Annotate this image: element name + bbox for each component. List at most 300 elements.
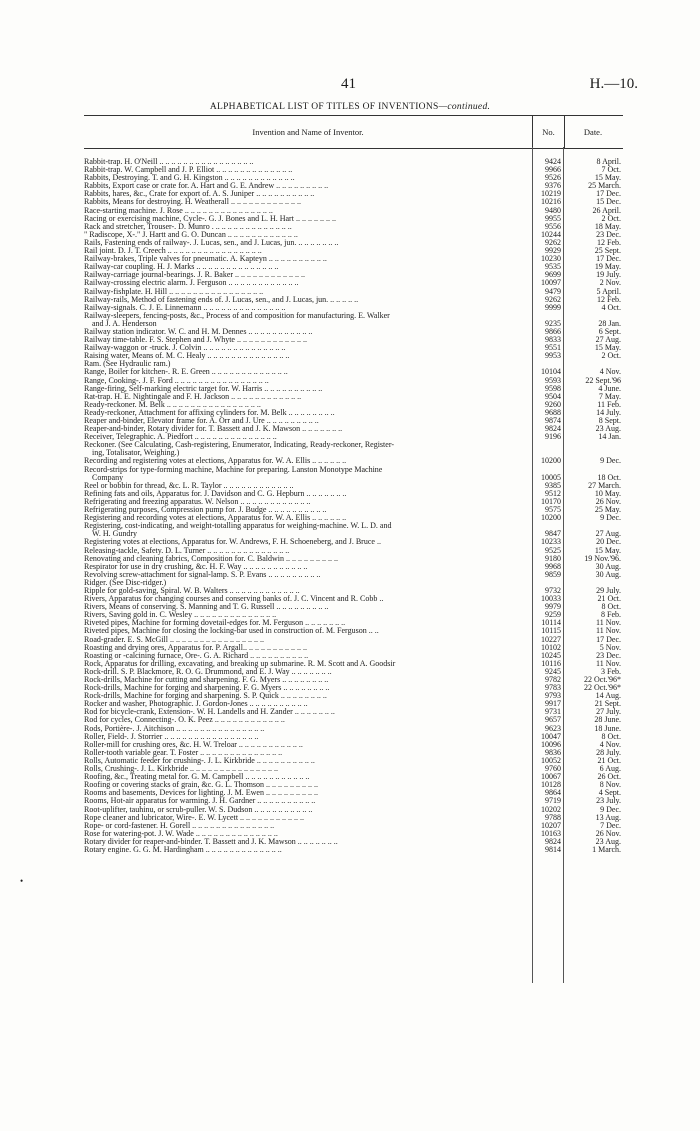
patent-date: 22 Sept.'96 bbox=[585, 375, 621, 385]
table-row bbox=[84, 741, 624, 749]
invention-text: Railway-carriage journal-bearings. J. R. Baker .. .. .. .. .. .. .. .. .. .. .. .. bbox=[84, 271, 306, 280]
invention-title bbox=[84, 547, 532, 555]
invention-text: Railway-car coupling. H. J. Marks .. .. .. .. .. .. .. .. .. .. .. .. .. .. bbox=[84, 263, 279, 272]
invention-title bbox=[84, 409, 532, 417]
invention-text: Railway-signals. C. J. E. Linnemann .. .. .. .. .. .. .. .. .. .. .. .. .. .. bbox=[84, 303, 286, 312]
invention-text: Rolls, Automatic feeder for crushing-. J. L. Kirkbride .. .. .. .. .. .. .. .. .. .. bbox=[84, 756, 315, 765]
invention-title bbox=[84, 279, 532, 287]
table-row bbox=[84, 571, 624, 579]
patent-number: 9824 bbox=[545, 424, 561, 434]
patent-date: 15 May. bbox=[594, 343, 621, 353]
patent-date: 9 Dec. bbox=[600, 456, 621, 466]
invention-title bbox=[84, 377, 532, 385]
patent-number: 9699 bbox=[545, 270, 561, 280]
table-row bbox=[84, 538, 624, 546]
table-row bbox=[84, 158, 624, 166]
patent-date: 25 March. bbox=[588, 181, 621, 191]
patent-date: 6 Aug. bbox=[599, 764, 621, 774]
patent-number: 9180 bbox=[545, 553, 561, 563]
patent-number: 9999 bbox=[545, 302, 561, 312]
patent-date: 19 May. bbox=[594, 262, 621, 272]
invention-text: Ripple for gold-saving, Spiral. W. B. Walters .. .. .. .. .. .. .. .. .. .. .. .. bbox=[84, 586, 300, 595]
patent-number: 10244 bbox=[541, 229, 561, 239]
table-row bbox=[84, 239, 624, 247]
invention-text: Receiver, Telegraphic. A. Piedfort .. .. .. .. .. .. .. .. .. .. .. .. .. .. bbox=[84, 433, 277, 442]
table-row bbox=[84, 409, 624, 417]
invention-text: Railway-rails, Method of fastening ends of. J. Lucas, sen., and J. Lucas, jun. .. .. .. .. .. bbox=[84, 295, 359, 304]
table-row bbox=[84, 296, 624, 304]
patent-date: 15 Dec. bbox=[596, 197, 621, 207]
invention-title bbox=[84, 296, 532, 304]
column-header-invention: Invention and Name of Inventor. bbox=[84, 115, 532, 149]
patent-number: 9782 bbox=[545, 675, 561, 684]
patent-date: 18 May. bbox=[594, 221, 621, 231]
table-row bbox=[84, 393, 624, 401]
invention-title bbox=[84, 684, 532, 692]
patent-date: 10 May. bbox=[594, 488, 621, 498]
table-row bbox=[84, 174, 624, 182]
patent-number: 9259 bbox=[545, 610, 561, 620]
invention-text: Railway-waggon or -truck. J. Colvin .. .. .. .. .. .. .. .. .. .. .. .. .. .. bbox=[84, 344, 286, 353]
patent-number: 9824 bbox=[545, 836, 561, 846]
invention-title bbox=[84, 304, 532, 312]
patent-date: 4 June. bbox=[598, 383, 621, 393]
invention-text: Range, Boiler for kitchen-. R. E. Green .. .. .. .. .. .. .. .. .. .. .. .. .. bbox=[84, 368, 288, 377]
patent-date: 7 Oct. bbox=[601, 165, 621, 175]
patent-number: 10005 bbox=[541, 472, 561, 482]
table-row bbox=[84, 385, 624, 393]
invention-text: Ready-reckoner. M. Belk .. .. .. .. .. .. .. .. .. .. .. .. .. .. .. .. bbox=[84, 400, 261, 409]
patent-number: 9788 bbox=[545, 812, 561, 822]
patent-number: 9917 bbox=[545, 699, 561, 709]
patent-number: 10115 bbox=[541, 626, 561, 636]
invention-title bbox=[84, 797, 532, 805]
patent-date: 26 Nov. bbox=[595, 828, 621, 838]
patent-number: 9623 bbox=[545, 723, 561, 733]
patent-date: 6 Sept. bbox=[598, 326, 621, 336]
patent-number: 10116 bbox=[541, 658, 561, 668]
invention-text: Reel or bobbin for thread, &c. L. R. Taylor .. .. .. .. .. .. .. .. .. .. .. .. bbox=[84, 481, 294, 490]
invention-title bbox=[84, 336, 532, 344]
invention-title bbox=[84, 708, 532, 716]
invention-title bbox=[84, 466, 532, 482]
patent-number: 10200 bbox=[541, 456, 561, 466]
invention-title bbox=[84, 522, 532, 538]
patent-date: 2 Nov. bbox=[599, 278, 621, 288]
patent-number: 9833 bbox=[545, 335, 561, 345]
patent-date: 28 Jan. bbox=[598, 318, 621, 328]
invention-text: Rabbits, Destroying. T. and G. H. Kingston .. .. .. .. .. .. .. .. .. .. .. .. bbox=[84, 174, 295, 183]
invention-text: Road-grader. E. S. McGill .. .. .. .. .. .. .. .. .. .. .. .. .. .. .. .. bbox=[84, 635, 264, 644]
patent-date: 15 May. bbox=[594, 173, 621, 183]
invention-text: Registering votes at elections, Apparatus for. W. Andrews, F. H. Schoeneberg, and J. Bruce .. bbox=[84, 538, 381, 547]
invention-title bbox=[84, 385, 532, 393]
invention-text: Racing or exercising machine, Cycle-. G. J. Bones and L. H. Hart .. .. .. .. .. .. .. bbox=[84, 214, 336, 223]
list-title bbox=[0, 102, 700, 112]
invention-title bbox=[84, 846, 532, 854]
invention-title bbox=[84, 417, 532, 425]
invention-text: Revolving screw-attachment for signal-lamp. S. P. Evans .. .. .. .. .. .. .. .. .. bbox=[84, 570, 321, 579]
table-row bbox=[84, 368, 624, 376]
invention-title bbox=[84, 773, 532, 781]
patent-number: 10096 bbox=[541, 739, 561, 749]
invention-title bbox=[84, 490, 532, 498]
page-number: 41 bbox=[341, 76, 356, 92]
patent-number: 10047 bbox=[541, 731, 561, 741]
patent-number: 10219 bbox=[541, 189, 561, 199]
invention-text: Range, Cooking-. J. F. Ford .. .. .. .. .. .. .. .. .. .. .. .. .. .. .. .. bbox=[84, 376, 269, 385]
patent-date: 15 May. bbox=[594, 545, 621, 555]
table-row bbox=[84, 547, 624, 555]
table-row bbox=[84, 312, 624, 328]
invention-text: Roller-mill for crushing ores, &c. H. W. Treloar .. .. .. .. .. .. .. .. .. .. .. bbox=[84, 740, 303, 749]
patent-date: 27 March. bbox=[588, 480, 621, 490]
invention-text: Rat-trap. H. E. Nightingale and F. H. Jackson .. .. .. .. .. .. .. .. .. .. .. .. bbox=[84, 392, 302, 401]
invention-title bbox=[84, 676, 532, 684]
patent-number: 9836 bbox=[545, 747, 561, 757]
patent-number: 10200 bbox=[541, 513, 561, 523]
patent-date: 21 Oct. bbox=[597, 594, 621, 604]
invention-text: Rock-drill. S. P. Blackmore, R. O. G. Drummond, and E. J. Way .. .. .. .. .. .. .. bbox=[84, 667, 332, 676]
patent-number: 10233 bbox=[541, 537, 561, 547]
invention-text-continued: W. H. Gundry bbox=[92, 529, 138, 539]
invention-title bbox=[84, 830, 532, 838]
table-row bbox=[84, 603, 624, 611]
invention-title bbox=[84, 644, 532, 652]
table-row bbox=[84, 716, 624, 724]
invention-text: Rope- or cord-fastener. H. Gorell .. .. .. .. .. .. .. .. .. .. .. .. .. .. bbox=[84, 821, 275, 830]
patent-date: 2 Oct. bbox=[601, 351, 621, 361]
invention-text-continued: and J. A. Henderson bbox=[92, 318, 157, 328]
table-row bbox=[84, 579, 624, 587]
list-title-continued: —continued. bbox=[438, 102, 491, 112]
invention-text: Raising water, Means of. M. C. Healy .. .. .. .. .. .. .. .. .. .. .. .. .. .. bbox=[84, 352, 290, 361]
table-row bbox=[84, 522, 624, 538]
patent-date: 26 Nov. bbox=[595, 496, 621, 506]
table-row bbox=[84, 198, 624, 206]
invention-title bbox=[84, 231, 532, 239]
invention-text: Rolls, Crushing-. J. L. Kirkbride .. .. .. .. .. .. .. .. .. .. .. .. .. .. .. bbox=[84, 765, 278, 774]
invention-title bbox=[84, 619, 532, 627]
patent-number: 9847 bbox=[545, 529, 561, 539]
table-row bbox=[84, 466, 624, 482]
patent-number: 9598 bbox=[545, 383, 561, 393]
patent-number: 9575 bbox=[545, 505, 561, 515]
patent-number: 9376 bbox=[545, 181, 561, 191]
invention-text: Ridger. (See Disc-ridger.) bbox=[84, 578, 167, 587]
patent-number: 9732 bbox=[545, 585, 561, 595]
patent-date: 21 Sept. bbox=[594, 699, 621, 709]
patent-date: 1 March. bbox=[592, 844, 621, 854]
patent-date: 26 April. bbox=[592, 205, 621, 215]
invention-title bbox=[84, 247, 532, 255]
patent-number: 9526 bbox=[545, 173, 561, 183]
patent-number: 9953 bbox=[545, 351, 561, 361]
patent-date: 8 Feb. bbox=[601, 610, 621, 620]
invention-title bbox=[84, 838, 532, 846]
invention-text: Rod for bicycle-crank, Extension-. W. H. Landells and H. Zander .. .. .. .. .. .. .. bbox=[84, 708, 335, 717]
patent-number: 9864 bbox=[545, 788, 561, 798]
patent-date: 17 Dec. bbox=[596, 254, 621, 264]
patent-date: 23 Dec. bbox=[596, 650, 621, 660]
table-row bbox=[84, 789, 624, 797]
invention-title bbox=[84, 441, 532, 457]
invention-text: Rocker and washer, Photographic. J. Gordon-Jones .. .. .. .. .. .. .. .. .. .. bbox=[84, 700, 308, 709]
patent-date: 30 Aug. bbox=[595, 561, 621, 571]
invention-title bbox=[84, 215, 532, 223]
invention-title bbox=[84, 700, 532, 708]
invention-title bbox=[84, 352, 532, 360]
side-marker: • bbox=[20, 876, 24, 886]
invention-text: Registering and recording votes at elections, Apparatus for. W. A. Ellis .. .. .. .. .. .. bbox=[84, 514, 347, 523]
table-row bbox=[84, 846, 624, 854]
patent-date: 27 July. bbox=[596, 707, 621, 717]
invention-title bbox=[84, 789, 532, 797]
table-row bbox=[84, 401, 624, 409]
invention-title bbox=[84, 482, 532, 490]
invention-text: Roofing, &c., Treating metal for. G. M. Campbell .. .. .. .. .. .. .. .. .. .. .. bbox=[84, 773, 310, 782]
patent-date: 30 Aug. bbox=[595, 569, 621, 579]
invention-text: Rotary divider for reaper-and-binder. T. Bassett and J. K. Mawson .. .. .. .. .. .. .. bbox=[84, 837, 338, 846]
patent-number: 9480 bbox=[545, 205, 561, 215]
patent-number: 9385 bbox=[545, 480, 561, 490]
invention-text: Ready-reckoner, Attachment for affixing cylinders for. M. Belk .. .. .. .. .. .. .. .. bbox=[84, 408, 335, 417]
invention-title bbox=[84, 312, 532, 328]
patent-date: 17 Dec. bbox=[596, 634, 621, 644]
patent-date: 18 Oct. bbox=[597, 472, 621, 482]
patent-date: 2 Oct. bbox=[601, 213, 621, 223]
patent-date: 7 May. bbox=[598, 391, 621, 401]
invention-text: Rivers, Apparatus for changing courses and conserving banks of. J. C. Vincent and R. Cobb .. bbox=[84, 595, 384, 604]
invention-text: Rock-drills, Machine for forging and sharpening. F. G. Myers .. .. .. .. .. .. .. .. bbox=[84, 684, 330, 693]
invention-text: Ram. (See Hydraulic ram.) bbox=[84, 360, 171, 369]
invention-text: Reaper-and-binder, Rotary divider for. T. Bassett and J. K. Mawson .. .. .. .. .. .. .. bbox=[84, 425, 343, 434]
table-row bbox=[84, 684, 624, 692]
patent-number: 9968 bbox=[545, 561, 561, 571]
table-row bbox=[84, 781, 624, 789]
invention-text: Riveted pipes, Machine for forming dovetail-edges for. M. Ferguson .. .. .. .. .. .. .. bbox=[84, 619, 346, 628]
invention-title bbox=[84, 563, 532, 571]
invention-text: Refining fats and oils, Apparatus for. J. Davidson and C. G. Hepburn .. .. .. .. .. .. .. bbox=[84, 489, 347, 498]
patent-date: 23 Dec. bbox=[596, 229, 621, 239]
patent-date: 4 Sept. bbox=[598, 788, 621, 798]
invention-title bbox=[84, 733, 532, 741]
patent-number: 10104 bbox=[541, 367, 561, 377]
patent-number: 9196 bbox=[545, 432, 561, 442]
invention-text: Renovating and cleaning fabrics, Composition for. C. Baldwin .. .. .. .. .. .. .. .. .. bbox=[84, 554, 338, 563]
table-row bbox=[84, 498, 624, 506]
patent-date: 8 Oct. bbox=[601, 602, 621, 612]
invention-title bbox=[84, 207, 532, 215]
invention-text: Rabbit-trap. H. O'Neill .. .. .. .. .. .. .. .. .. .. .. .. .. .. .. .. bbox=[84, 158, 254, 166]
column-header-date: Date. bbox=[563, 115, 623, 149]
invention-text: Registering, cost-indicating, and weight-totalling apparatus for weighing-machine. W. L. D. and bbox=[84, 522, 392, 531]
invention-title bbox=[84, 627, 532, 635]
invention-text: Rock-drills, Machine for forging and sharpening. S. P. Quick .. .. .. .. .. .. .. .. bbox=[84, 692, 327, 701]
invention-title bbox=[84, 822, 532, 830]
patent-number: 10114 bbox=[541, 618, 561, 628]
patent-date: 4 Nov. bbox=[599, 739, 621, 749]
invention-title bbox=[84, 555, 532, 563]
invention-text: Rabbits, Means for destroying. H. Weatherall .. .. .. .. .. .. .. .. .. .. .. .. bbox=[84, 198, 301, 207]
patent-date: 8 Oct. bbox=[601, 731, 621, 741]
patent-number: 10033 bbox=[541, 594, 561, 604]
invention-text: Rose for watering-pot. J. W. Wade .. .. .. .. .. .. .. .. .. .. .. .. .. .. bbox=[84, 829, 278, 838]
invention-text: Recording and registering votes at elections, Apparatus for. W. A. Ellis .. .. .. .. .. .. bbox=[84, 457, 347, 466]
patent-number: 9260 bbox=[545, 399, 561, 409]
invention-title bbox=[84, 595, 532, 603]
invention-title bbox=[84, 182, 532, 190]
patent-date: 11 Nov. bbox=[596, 618, 621, 628]
patent-date: 27 Aug. bbox=[595, 335, 621, 345]
patent-date: 19 July. bbox=[596, 270, 621, 280]
patent-number: 9424 bbox=[545, 157, 561, 166]
table-row bbox=[84, 708, 624, 716]
invention-text: Refrigerating and freezing apparatus. W. Nelson .. .. .. .. .. .. .. .. .. .. .. .. bbox=[84, 497, 311, 506]
invention-title bbox=[84, 158, 532, 166]
invention-title bbox=[84, 328, 532, 336]
invention-text: Rabbit-trap. W. Campbell and J. P. Elliot .. .. .. .. .. .. .. .. .. .. .. .. .. bbox=[84, 166, 293, 175]
table-row bbox=[84, 304, 624, 312]
invention-text: Rooms and basements, Devices for lighting. J. M. Ewen .. .. .. .. .. .. .. .. .. bbox=[84, 789, 318, 798]
patent-number: 10207 bbox=[541, 820, 561, 830]
invention-text: Releasing-tackle, Safety. D. L. Turner .. .. .. .. .. .. .. .. .. .. .. .. .. .. bbox=[84, 546, 290, 555]
table-row bbox=[84, 563, 624, 571]
invention-text: Rock, Apparatus for drilling, excavating, and breaking up submarine. R. M. Scott and A. Goodsir bbox=[84, 659, 396, 668]
patent-number: 9504 bbox=[545, 391, 561, 401]
invention-title bbox=[84, 288, 532, 296]
table-row bbox=[84, 660, 624, 668]
invention-title bbox=[84, 587, 532, 595]
patent-number: 10245 bbox=[541, 650, 561, 660]
invention-title bbox=[84, 757, 532, 765]
inventions-list bbox=[84, 158, 624, 854]
invention-text: Railway-sleepers, fencing-posts, &c., Process of and composition for manufacturing. E. Walker bbox=[84, 311, 390, 320]
patent-date: 29 July. bbox=[596, 585, 621, 595]
patent-date: 14 Aug. bbox=[595, 691, 621, 701]
patent-number: 9512 bbox=[545, 488, 561, 498]
patent-date: 11 Nov. bbox=[596, 626, 621, 636]
patent-date: 8 April. bbox=[596, 157, 621, 166]
invention-title bbox=[84, 636, 532, 644]
table-row bbox=[84, 328, 624, 336]
patent-date: 9 Dec. bbox=[600, 804, 621, 814]
patent-date: 25 May. bbox=[594, 505, 621, 515]
invention-text: Roofing or covering stacks of grain, &c. G. L. Thomson .. .. .. .. .. .. .. .. .. bbox=[84, 781, 319, 790]
invention-title bbox=[84, 765, 532, 773]
invention-text-continued: ing, Totalisator, Weighing.) bbox=[92, 448, 180, 458]
invention-title bbox=[84, 457, 532, 465]
invention-title bbox=[84, 506, 532, 514]
patent-date: 23 July. bbox=[596, 796, 621, 806]
table-row bbox=[84, 482, 624, 490]
table-row bbox=[84, 166, 624, 174]
patent-date: 19 Nov.'96. bbox=[584, 553, 621, 563]
patent-date: 22 Oct.'96* bbox=[584, 683, 621, 693]
patent-date: 27 Aug. bbox=[595, 529, 621, 539]
patent-date: 25 Sept. bbox=[594, 246, 621, 256]
invention-title bbox=[84, 498, 532, 506]
invention-text: Railway-crossing electric alarm. J. Ferguson .. .. .. .. .. .. .. .. .. .. .. .. bbox=[84, 279, 299, 288]
patent-date: 12 Feb. bbox=[597, 237, 621, 247]
invention-text: Railway-brakes, Triple valves for pneumatic. A. Kapteyn .. .. .. .. .. .. .. .. .. .. bbox=[84, 255, 327, 264]
invention-text: Root-uplifter, tauhinu, or scrub-puller. W. S. Dudson .. .. .. .. .. .. .. .. .. .. bbox=[84, 805, 313, 814]
invention-title bbox=[84, 514, 532, 522]
patent-number: 9551 bbox=[545, 343, 561, 353]
patent-date: 14 July. bbox=[596, 407, 621, 417]
invention-text: Rotary engine. G. G. M. Hardingham .. .. .. .. .. .. .. .. .. .. .. .. .. bbox=[84, 845, 282, 854]
invention-text: Railway-fishplate. H. Hill .. .. .. .. .. .. .. .. .. .. .. .. .. .. .. .. bbox=[84, 287, 264, 296]
patent-number: 10128 bbox=[541, 780, 561, 790]
patent-date: 11 Nov. bbox=[596, 658, 621, 668]
patent-number: 10163 bbox=[541, 828, 561, 838]
invention-text: Race-starting machine. J. Rose .. .. .. .. .. .. .. .. .. .. .. .. .. .. .. bbox=[84, 206, 273, 215]
invention-title bbox=[84, 239, 532, 247]
table-row bbox=[84, 676, 624, 684]
table-row bbox=[84, 595, 624, 603]
invention-title bbox=[84, 360, 532, 368]
patent-date: 4 Oct. bbox=[601, 302, 621, 312]
patent-date: 3 Feb. bbox=[601, 666, 621, 676]
table-row bbox=[84, 255, 624, 263]
patent-number: 9262 bbox=[545, 294, 561, 304]
invention-title bbox=[84, 603, 532, 611]
invention-text: Refrigerating purposes, Compression pump for. J. Budge .. .. .. .. .. .. .. .. .. .. bbox=[84, 506, 327, 515]
invention-title bbox=[84, 781, 532, 789]
patent-date: 17 Dec. bbox=[596, 189, 621, 199]
invention-title bbox=[84, 749, 532, 757]
invention-title bbox=[84, 223, 532, 231]
invention-text: Railway time-table. F. S. Stephen and J. Whyte .. .. .. .. .. .. .. .. .. .. .. .. bbox=[84, 336, 307, 345]
table-row bbox=[84, 441, 624, 457]
invention-title bbox=[84, 538, 532, 546]
patent-number: 9593 bbox=[545, 375, 561, 385]
patent-number: 9657 bbox=[545, 715, 561, 725]
table-row bbox=[84, 668, 624, 676]
patent-number: 9235 bbox=[545, 318, 561, 328]
invention-text: Rope cleaner and lubricator, Wire-. E. W. Lycett .. .. .. .. .. .. .. .. .. .. .. bbox=[84, 813, 305, 822]
patent-date: 22 Oct.'96* bbox=[584, 675, 621, 684]
invention-text: Roasting and drying ores, Apparatus for. P. Argall.. .. .. .. .. .. .. .. .. .. .. bbox=[84, 643, 307, 652]
invention-title bbox=[84, 652, 532, 660]
list-title-main: ALPHABETICAL LIST OF TITLES OF INVENTIONS bbox=[209, 102, 439, 112]
invention-text: " Radiscope, X-." J. Hartt and G. O. Duncan .. .. .. .. .. .. .. .. .. .. .. .. bbox=[84, 230, 298, 239]
patent-number: 10227 bbox=[541, 634, 561, 644]
patent-date: 9 Dec. bbox=[600, 513, 621, 523]
invention-title bbox=[84, 174, 532, 182]
patent-date: 8 Sept. bbox=[598, 416, 621, 425]
patent-number: 9479 bbox=[545, 286, 561, 296]
invention-title bbox=[84, 344, 532, 352]
invention-text: Rock-drills, Machine for cutting and sharpening. F. G. Myers .. .. .. .. .. .. .. .. bbox=[84, 676, 329, 684]
invention-text: Riveted pipes, Machine for closing the locking-bar used in construction of. M. Ferguson .. .. bbox=[84, 627, 379, 636]
invention-text: Rack and stretcher, Trouser-. D. Munro . .. .. .. .. .. .. .. .. .. .. .. .. .. bbox=[84, 222, 292, 231]
patent-number: 10067 bbox=[541, 772, 561, 782]
invention-title bbox=[84, 579, 532, 587]
patent-date: 13 Aug. bbox=[595, 812, 621, 822]
table-row bbox=[84, 838, 624, 846]
patent-number: 9929 bbox=[545, 246, 561, 256]
table-row bbox=[84, 417, 624, 425]
patent-number: 9731 bbox=[545, 707, 561, 717]
table-row bbox=[84, 806, 624, 814]
patent-date: 11 Feb. bbox=[597, 399, 621, 409]
table-row bbox=[84, 352, 624, 360]
table-row bbox=[84, 700, 624, 708]
invention-text: Roasting or -calcining furnace, Ore-. G. A. Richard .. .. .. .. .. .. .. .. .. .. bbox=[84, 651, 309, 660]
patent-date: 7 Dec. bbox=[600, 820, 621, 830]
patent-date: 20 Dec. bbox=[596, 537, 621, 547]
